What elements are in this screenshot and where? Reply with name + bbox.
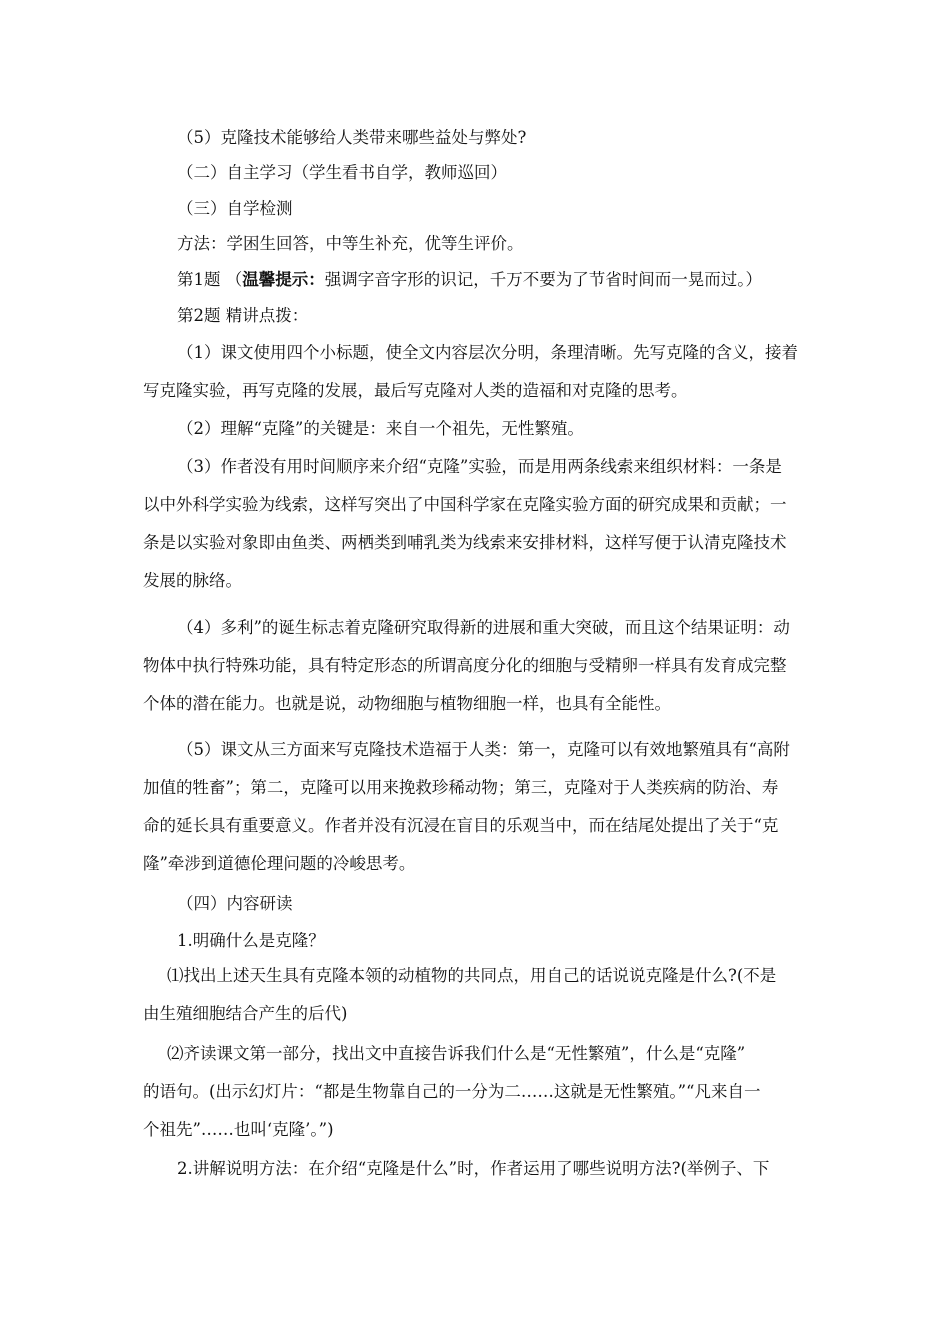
text-line-17: （5）课文从三方面来写克隆技术造福于人类：第一，克隆可以有效地繁殖具有“高附 (177, 740, 790, 759)
text-line-24: 由生殖细胞结合产生的后代) (143, 1004, 348, 1023)
text-line-13: 发展的脉络。 (143, 571, 242, 590)
text-line-4: 方法：学困生回答，中等生补充，优等生评价。 (177, 234, 524, 253)
text-line-27: 个祖先”……也叫‘克隆’。”) (143, 1120, 334, 1139)
text-line-1: （5）克隆技术能够给人类带来哪些益处与弊处? (177, 128, 527, 147)
text-line-14: （4）多利”的诞生标志着克隆研究取得新的进展和重大突破，而且这个结果证明：动 (177, 618, 790, 637)
text-line-28: 2.讲解说明方法：在介绍“克隆是什么”时，作者运用了哪些说明方法?(举例子、下 (177, 1159, 770, 1178)
text-line-16: 个体的潜在能力。也就是说，动物细胞与植物细胞一样，也具有全能性。 (143, 694, 671, 713)
text-line-11: 以中外科学实验为线索，这样写突出了中国科学家在克隆实验方面的研究成果和贡献；一 (143, 495, 787, 514)
tip-text: 强调字音字形的识记，千万不要为了节省时间而一晃而过。） (324, 270, 762, 289)
text-line-7: （1）课文使用四个小标题，使全文内容层次分明，条理清晰。先写克隆的含义，接着 (177, 343, 798, 362)
text-line-2: （二）自主学习（学生看书自学，教师巡回） (177, 163, 507, 182)
text-line-10: （3）作者没有用时间顺序来介绍“克隆”实验，而是用两条线索来组织材料：一条是 (177, 457, 782, 476)
text-line-15: 物体中执行特殊功能，具有特定形态的所谓高度分化的细胞与受精卵一样具有发育成完整 (143, 656, 787, 675)
question-1-label: 第1题 （ (177, 270, 243, 289)
text-line-25: ⑵齐读课文第一部分，找出文中直接告诉我们什么是“无性繁殖”，什么是“克隆” (167, 1044, 746, 1063)
text-line-12: 条是以实验对象即由鱼类、两栖类到哺乳类为线索来安排材料，这样写便于认清克隆技术 (143, 533, 787, 552)
text-line-22: 1.明确什么是克隆？ (177, 931, 325, 950)
text-line-6: 第2题 精讲点拨： (177, 306, 309, 325)
text-line-23: ⑴找出上述天生具有克隆本领的动植物的共同点，用自己的话说说克隆是什么?(不是 (167, 966, 777, 985)
text-line-9: （2）理解“克隆”的关键是：来自一个祖先，无性繁殖。 (177, 419, 584, 438)
section-heading: （四）内容研读 (177, 894, 293, 913)
text-line-19: 命的延长具有重要意义。作者并没有沉浸在盲目的乐观当中，而在结尾处提出了关于“克 (143, 816, 779, 835)
text-line-8: 写克隆实验，再写克隆的发展，最后写克隆对人类的造福和对克隆的思考。 (143, 381, 688, 400)
tip-label: 温馨提示： (242, 270, 325, 289)
text-line-18: 加值的牲畜”；第二，克隆可以用来挽救珍稀动物；第三，克隆对于人类疾病的防治、寿 (143, 778, 779, 797)
text-line-5 (177, 269, 762, 291)
text-line-3: （三）自学检测 (177, 199, 293, 218)
text-line-20: 隆”牵涉到道德伦理问题的冷峻思考。 (143, 854, 416, 873)
text-line-26: 的语句。(出示幻灯片：“都是生物靠自己的一分为二……这就是无性繁殖。”“凡来自一 (143, 1082, 761, 1101)
